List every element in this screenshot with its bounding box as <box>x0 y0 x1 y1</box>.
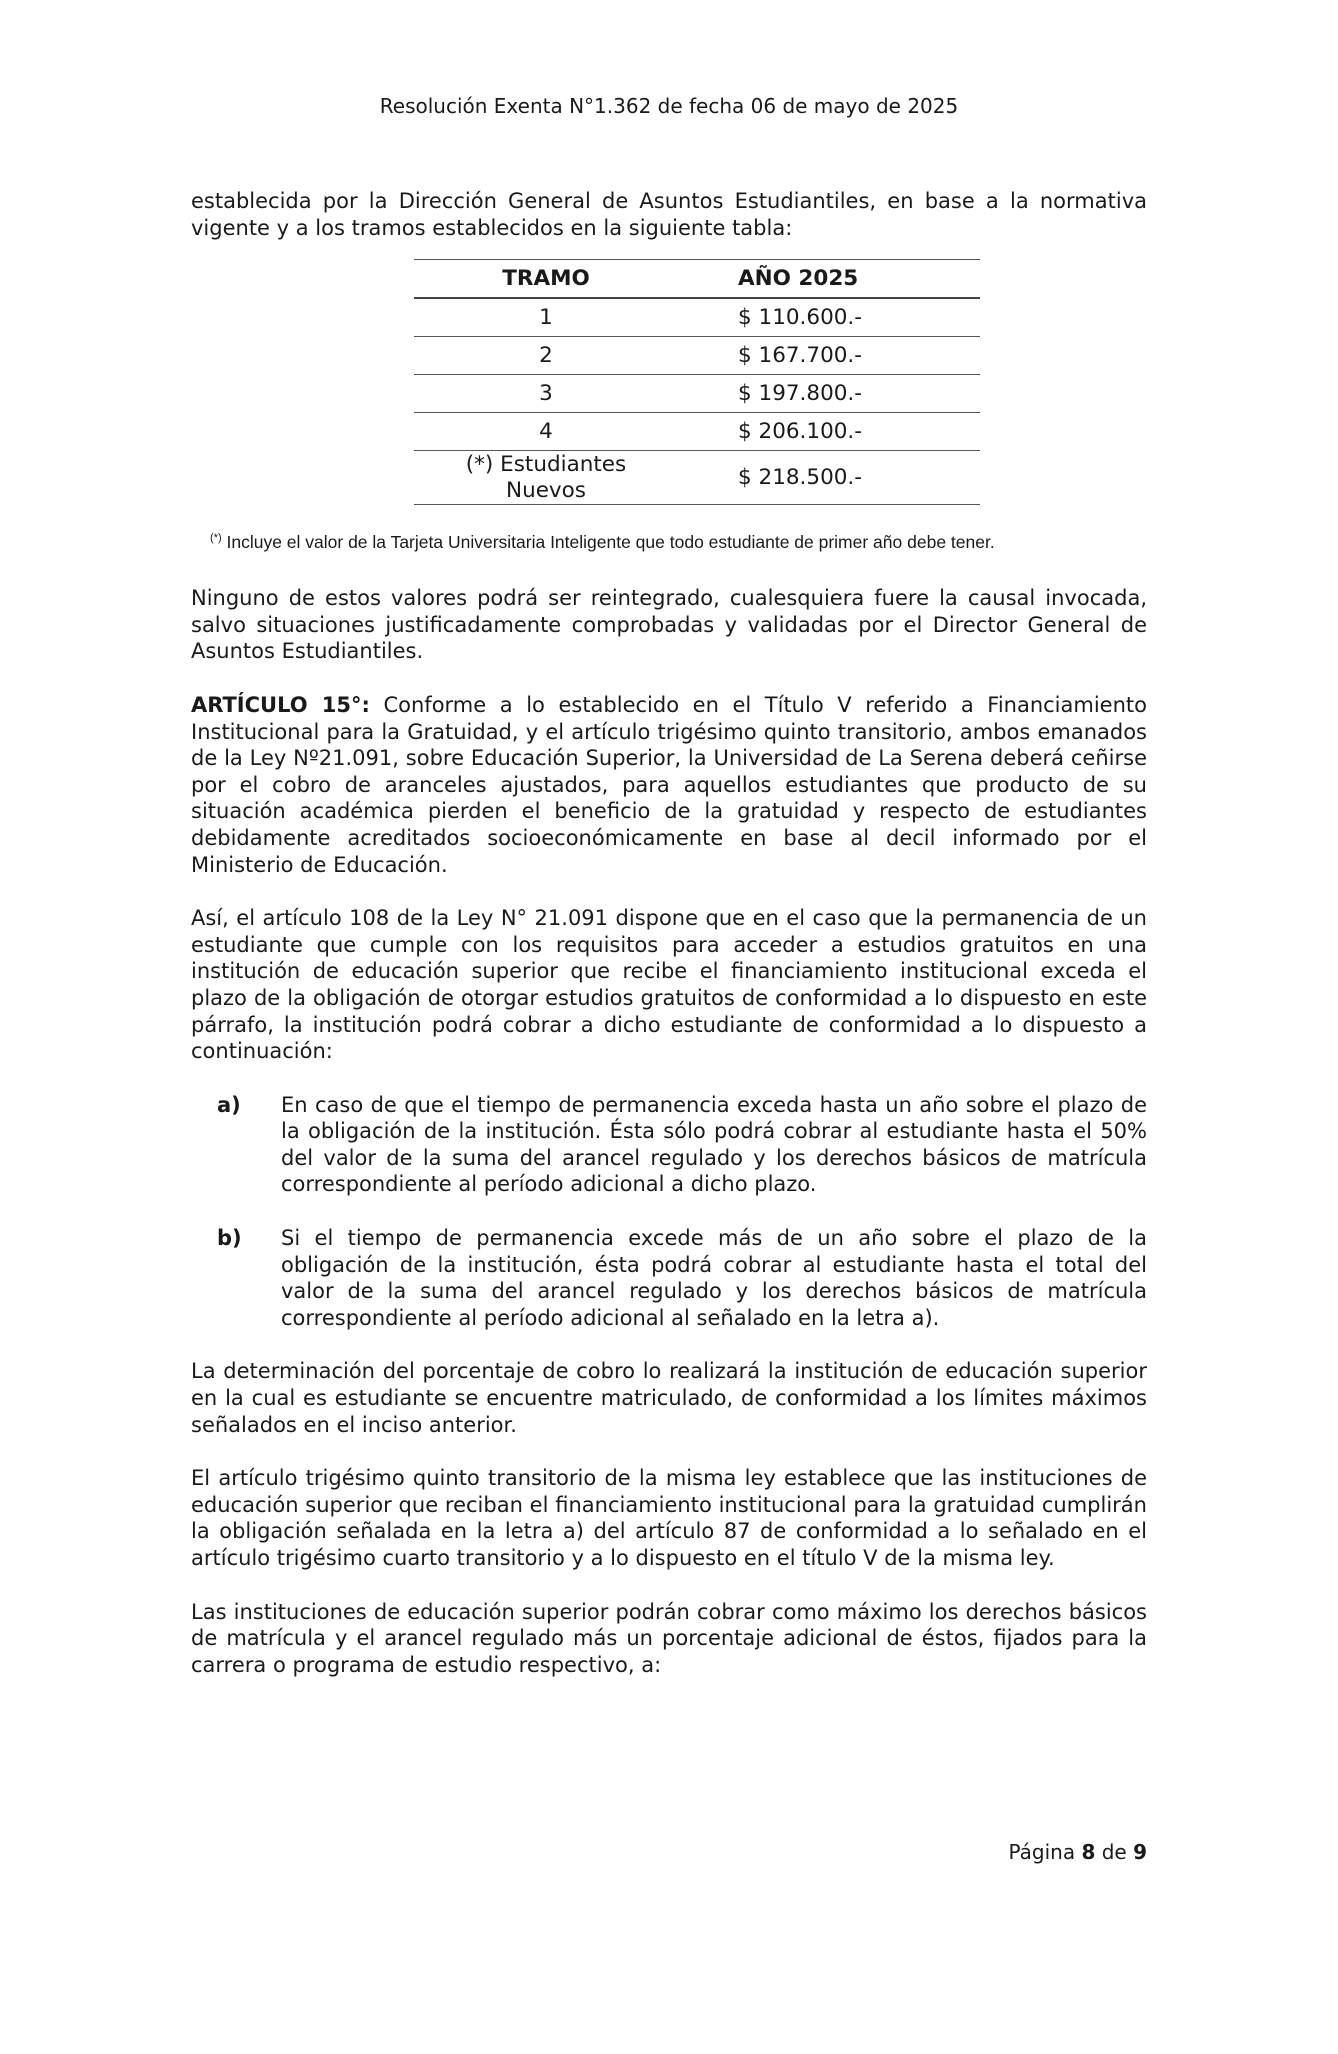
footnote-mark: (*) <box>210 532 222 545</box>
intro-paragraph: establecida por la Dirección General de Asuntos Estudiantiles, en base a la normativa vigente y a los tramos establecidos en la siguiente tabla: <box>191 189 1147 240</box>
table-cell-valor: $ 110.600.- <box>678 298 980 337</box>
list-item <box>217 1225 1147 1331</box>
paragraph-articulo-108: Así, el artículo 108 de la Ley N° 21.091 dispone que en el caso que la permanencia de un estudiante que cumple con los requisitos para acceder a estudios gratuitos en una institución de educación superior que recibe el financiamiento institucional exceda el plazo de la obligación de otorgar estudios gratuitos de conformidad a lo dispuesto en este párrafo, la institución podrá cobrar a dicho estudiante de conformidad a lo dispuesto a continuación: <box>191 906 1147 1064</box>
table-row <box>414 298 980 337</box>
table-header-year: AÑO 2025 <box>678 260 980 299</box>
page-number-current: 8 <box>1081 1840 1096 1864</box>
list-marker: b) <box>217 1226 242 1251</box>
table-cell-tramo: 2 <box>414 337 678 375</box>
table-header-row <box>414 260 980 299</box>
page-number-middle: de <box>1101 1840 1127 1864</box>
paragraph-transitorio: El artículo trigésimo quinto transitorio de la misma ley establece que las instituciones de educación superior que reciban el financiamiento institucional para la gratuidad cumplirán la obligación señalada en la letra a) del artículo 87 de conformidad a lo señalado en el artículo trigésimo cuarto transitorio y a lo dispuesto en el título V de la misma ley. <box>191 1466 1147 1570</box>
table-cell-valor: $ 197.800.- <box>678 375 980 413</box>
table-footnote <box>210 527 1147 553</box>
paragraph-porcentaje: La determinación del porcentaje de cobro lo realizará la institución de educación superior en la cual es estudiante se encuentre matriculado, de conformidad a los límites máximos señalados en el inciso anterior. <box>191 1359 1147 1437</box>
paragraph-reintegro: Ninguno de estos valores podrá ser reintegrado, cualesquiera fuere la causal invocada, salvo situaciones justificadamente comprobadas y validadas por el Director General de Asuntos Estudiantiles. <box>191 586 1147 664</box>
list-item <box>217 1092 1147 1198</box>
table-header-tramo: TRAMO <box>414 260 678 299</box>
page-number-prefix: Página <box>1008 1840 1076 1864</box>
paragraph-cobro-maximo: Las instituciones de educación superior podrán cobrar como máximo los derechos básicos de matrícula y el arancel regulado más un porcentaje adicional de éstos, fijados para la carrera o programa de estudio respectivo, a: <box>191 1599 1147 1677</box>
table-cell-tramo: 1 <box>414 298 678 337</box>
page-footer <box>1008 1839 1147 1865</box>
table-cell-valor: $ 167.700.- <box>678 337 980 375</box>
article-15-text: Conforme a lo establecido en el Título V referido a Financiamiento Institucional para la Gratuidad, y el artículo trigésimo quinto transitorio, ambos emanados de la Ley Nº21.091, sobre Educación Superior, la Universidad de La Serena deberá ceñirse por el cobro de aranceles ajustados, para aquellos estudiantes que producto de su situación académica pierden el beneficio de la gratuidad y respecto de estudiantes debidamente acreditados socioeconómicamente en base al decil informado por el Ministerio de Educación. <box>191 692 1147 877</box>
table-cell-tramo: 4 <box>414 413 678 451</box>
list-item-text: Si el tiempo de permanencia excede más de un año sobre el plazo de la obligación de la institución, ésta podrá cobrar al estudiante hasta el total del valor de la suma del arancel regulado y los derechos básicos de matrícula correspondiente al período adicional al señalado en la letra a). <box>281 1226 1147 1330</box>
list-marker: a) <box>217 1092 241 1117</box>
table-cell-valor: $ 206.100.- <box>678 413 980 451</box>
page-content <box>191 188 1147 1678</box>
table-row <box>414 337 980 375</box>
table-cell-tramo-text: (*) Estudiantes Nuevos <box>465 451 627 503</box>
table-cell-tramo <box>414 451 678 505</box>
list-item-text: En caso de que el tiempo de permanencia exceda hasta un año sobre el plazo de la obligación de la institución. Ésta sólo podrá cobrar al estudiante hasta el 50% del valor de la suma del arancel regulado y los derechos básicos de matrícula correspondiente al período adicional a dicho plazo. <box>281 1092 1147 1197</box>
table-row <box>414 451 980 505</box>
table-row <box>414 413 980 451</box>
page-number-total: 9 <box>1133 1840 1147 1864</box>
page-header: Resolución Exenta N°1.362 de fecha 06 de mayo de 2025 <box>379 94 959 118</box>
footnote-text: Incluye el valor de la Tarjeta Universitaria Inteligente que todo estudiante de primer año debe tener. <box>226 532 995 553</box>
tramo-table <box>414 259 980 505</box>
table-cell-valor: $ 218.500.- <box>678 451 980 505</box>
article-15-label: ARTÍCULO 15°: <box>191 692 370 717</box>
table-cell-tramo: 3 <box>414 375 678 413</box>
article-15-paragraph <box>191 692 1147 878</box>
table-row <box>414 375 980 413</box>
